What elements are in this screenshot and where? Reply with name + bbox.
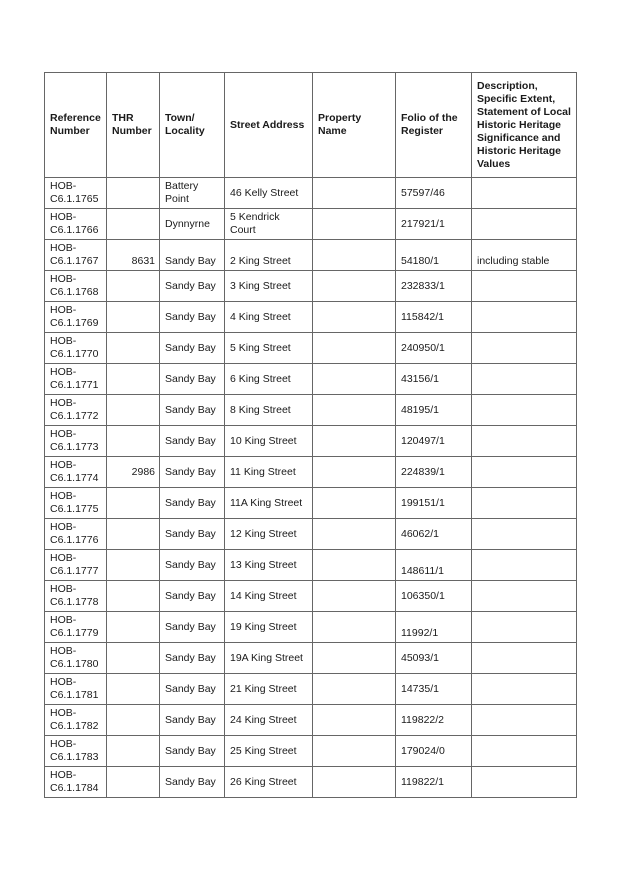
- folio-cell: 43156/1: [396, 364, 472, 395]
- property-cell: [313, 519, 396, 550]
- thr-cell: [107, 488, 160, 519]
- town-cell: Sandy Bay: [160, 736, 225, 767]
- reference-cell: HOB-C6.1.1775: [45, 488, 107, 519]
- thr-cell: [107, 519, 160, 550]
- reference-cell: HOB-C6.1.1770: [45, 333, 107, 364]
- property-cell: [313, 395, 396, 426]
- property-cell: [313, 333, 396, 364]
- property-cell: [313, 767, 396, 798]
- property-cell: [313, 240, 396, 271]
- reference-cell: HOB-C6.1.1778: [45, 581, 107, 612]
- street-cell: 12 King Street: [225, 519, 313, 550]
- property-cell: [313, 457, 396, 488]
- thr-cell: [107, 736, 160, 767]
- street-cell: 46 Kelly Street: [225, 178, 313, 209]
- table-row: [45, 240, 577, 271]
- street-cell: 5 Kendrick Court: [225, 209, 313, 240]
- folio-cell: 11992/1: [396, 612, 472, 643]
- table-row: [45, 767, 577, 798]
- folio-cell: 119822/1: [396, 767, 472, 798]
- folio-cell: 106350/1: [396, 581, 472, 612]
- table-row: [45, 271, 577, 302]
- street-cell: 6 King Street: [225, 364, 313, 395]
- reference-cell: HOB-C6.1.1784: [45, 767, 107, 798]
- description-cell: [472, 302, 577, 333]
- property-cell: [313, 488, 396, 519]
- header-row: [45, 73, 577, 178]
- reference-cell: HOB-C6.1.1781: [45, 674, 107, 705]
- header-reference-number: Reference Number: [45, 73, 107, 178]
- reference-cell: HOB-C6.1.1765: [45, 178, 107, 209]
- table-row: [45, 178, 577, 209]
- table-row: [45, 705, 577, 736]
- table-row: [45, 519, 577, 550]
- description-cell: [472, 767, 577, 798]
- property-cell: [313, 674, 396, 705]
- thr-cell: [107, 767, 160, 798]
- town-cell: Sandy Bay: [160, 333, 225, 364]
- town-cell: Sandy Bay: [160, 488, 225, 519]
- property-cell: [313, 612, 396, 643]
- town-cell: Dynnyrne: [160, 209, 225, 240]
- reference-cell: HOB-C6.1.1768: [45, 271, 107, 302]
- street-cell: 8 King Street: [225, 395, 313, 426]
- table-row: [45, 364, 577, 395]
- table-row: [45, 643, 577, 674]
- description-cell: [472, 643, 577, 674]
- folio-cell: 179024/0: [396, 736, 472, 767]
- town-cell: Sandy Bay: [160, 767, 225, 798]
- reference-cell: HOB-C6.1.1774: [45, 457, 107, 488]
- header-street-address: Street Address: [225, 73, 313, 178]
- reference-cell: HOB-C6.1.1766: [45, 209, 107, 240]
- table-row: [45, 612, 577, 643]
- reference-cell: HOB-C6.1.1783: [45, 736, 107, 767]
- thr-cell: 2986: [107, 457, 160, 488]
- description-cell: [472, 426, 577, 457]
- town-cell: Sandy Bay: [160, 426, 225, 457]
- folio-cell: 217921/1: [396, 209, 472, 240]
- street-cell: 19A King Street: [225, 643, 313, 674]
- folio-cell: 46062/1: [396, 519, 472, 550]
- property-cell: [313, 643, 396, 674]
- description-cell: [472, 550, 577, 581]
- table-body: [45, 178, 577, 798]
- description-cell: [472, 271, 577, 302]
- property-cell: [313, 178, 396, 209]
- thr-cell: [107, 178, 160, 209]
- table-row: [45, 488, 577, 519]
- table-header: [45, 73, 577, 178]
- description-cell: [472, 457, 577, 488]
- description-cell: [472, 581, 577, 612]
- reference-cell: HOB-C6.1.1772: [45, 395, 107, 426]
- description-cell: [472, 488, 577, 519]
- header-thr-number: THR Number: [107, 73, 160, 178]
- town-cell: Sandy Bay: [160, 674, 225, 705]
- table-row: [45, 395, 577, 426]
- table-row: [45, 302, 577, 333]
- table-row: [45, 426, 577, 457]
- thr-cell: [107, 674, 160, 705]
- town-cell: Sandy Bay: [160, 581, 225, 612]
- town-cell: Sandy Bay: [160, 612, 225, 643]
- table-row: [45, 209, 577, 240]
- town-cell: Sandy Bay: [160, 302, 225, 333]
- heritage-register-table: [44, 72, 577, 798]
- description-cell: [472, 612, 577, 643]
- street-cell: 13 King Street: [225, 550, 313, 581]
- property-cell: [313, 705, 396, 736]
- thr-cell: [107, 581, 160, 612]
- street-cell: 10 King Street: [225, 426, 313, 457]
- town-cell: Sandy Bay: [160, 395, 225, 426]
- folio-cell: 57597/46: [396, 178, 472, 209]
- table-row: [45, 674, 577, 705]
- thr-cell: [107, 612, 160, 643]
- description-cell: including stable: [472, 240, 577, 271]
- property-cell: [313, 426, 396, 457]
- town-cell: Battery Point: [160, 178, 225, 209]
- property-cell: [313, 736, 396, 767]
- folio-cell: 224839/1: [396, 457, 472, 488]
- street-cell: 5 King Street: [225, 333, 313, 364]
- description-cell: [472, 333, 577, 364]
- reference-cell: HOB-C6.1.1771: [45, 364, 107, 395]
- reference-cell: HOB-C6.1.1777: [45, 550, 107, 581]
- town-cell: Sandy Bay: [160, 643, 225, 674]
- folio-cell: 48195/1: [396, 395, 472, 426]
- thr-cell: [107, 395, 160, 426]
- thr-cell: [107, 705, 160, 736]
- thr-cell: 8631: [107, 240, 160, 271]
- description-cell: [472, 674, 577, 705]
- street-cell: 24 King Street: [225, 705, 313, 736]
- folio-cell: 54180/1: [396, 240, 472, 271]
- street-cell: 14 King Street: [225, 581, 313, 612]
- town-cell: Sandy Bay: [160, 705, 225, 736]
- folio-cell: 148611/1: [396, 550, 472, 581]
- property-cell: [313, 581, 396, 612]
- street-cell: 19 King Street: [225, 612, 313, 643]
- street-cell: 11A King Street: [225, 488, 313, 519]
- table-row: [45, 333, 577, 364]
- folio-cell: 115842/1: [396, 302, 472, 333]
- town-cell: Sandy Bay: [160, 519, 225, 550]
- description-cell: [472, 736, 577, 767]
- description-cell: [472, 395, 577, 426]
- property-cell: [313, 302, 396, 333]
- reference-cell: HOB-C6.1.1769: [45, 302, 107, 333]
- description-cell: [472, 364, 577, 395]
- thr-cell: [107, 302, 160, 333]
- reference-cell: HOB-C6.1.1782: [45, 705, 107, 736]
- folio-cell: 45093/1: [396, 643, 472, 674]
- property-cell: [313, 550, 396, 581]
- header-property-name: Property Name: [313, 73, 396, 178]
- thr-cell: [107, 364, 160, 395]
- folio-cell: 199151/1: [396, 488, 472, 519]
- header-description: Description, Specific Extent, Statement of Local Historic Heritage Significance and Historic Heritage Values: [472, 73, 577, 178]
- description-cell: [472, 178, 577, 209]
- street-cell: 25 King Street: [225, 736, 313, 767]
- description-cell: [472, 519, 577, 550]
- thr-cell: [107, 550, 160, 581]
- street-cell: 3 King Street: [225, 271, 313, 302]
- town-cell: Sandy Bay: [160, 240, 225, 271]
- reference-cell: HOB-C6.1.1780: [45, 643, 107, 674]
- town-cell: Sandy Bay: [160, 364, 225, 395]
- table-row: [45, 457, 577, 488]
- reference-cell: HOB-C6.1.1767: [45, 240, 107, 271]
- street-cell: 11 King Street: [225, 457, 313, 488]
- folio-cell: 240950/1: [396, 333, 472, 364]
- table-row: [45, 736, 577, 767]
- thr-cell: [107, 333, 160, 364]
- folio-cell: 14735/1: [396, 674, 472, 705]
- header-town-locality: Town/ Locality: [160, 73, 225, 178]
- town-cell: Sandy Bay: [160, 550, 225, 581]
- street-cell: 26 King Street: [225, 767, 313, 798]
- town-cell: Sandy Bay: [160, 457, 225, 488]
- town-cell: Sandy Bay: [160, 271, 225, 302]
- property-cell: [313, 271, 396, 302]
- thr-cell: [107, 643, 160, 674]
- thr-cell: [107, 209, 160, 240]
- street-cell: 21 King Street: [225, 674, 313, 705]
- reference-cell: HOB-C6.1.1779: [45, 612, 107, 643]
- table-row: [45, 550, 577, 581]
- reference-cell: HOB-C6.1.1776: [45, 519, 107, 550]
- folio-cell: 119822/2: [396, 705, 472, 736]
- reference-cell: HOB-C6.1.1773: [45, 426, 107, 457]
- street-cell: 2 King Street: [225, 240, 313, 271]
- thr-cell: [107, 271, 160, 302]
- table-row: [45, 581, 577, 612]
- street-cell: 4 King Street: [225, 302, 313, 333]
- description-cell: [472, 209, 577, 240]
- folio-cell: 120497/1: [396, 426, 472, 457]
- description-cell: [472, 705, 577, 736]
- header-folio-of-register: Folio of the Register: [396, 73, 472, 178]
- property-cell: [313, 364, 396, 395]
- folio-cell: 232833/1: [396, 271, 472, 302]
- thr-cell: [107, 426, 160, 457]
- property-cell: [313, 209, 396, 240]
